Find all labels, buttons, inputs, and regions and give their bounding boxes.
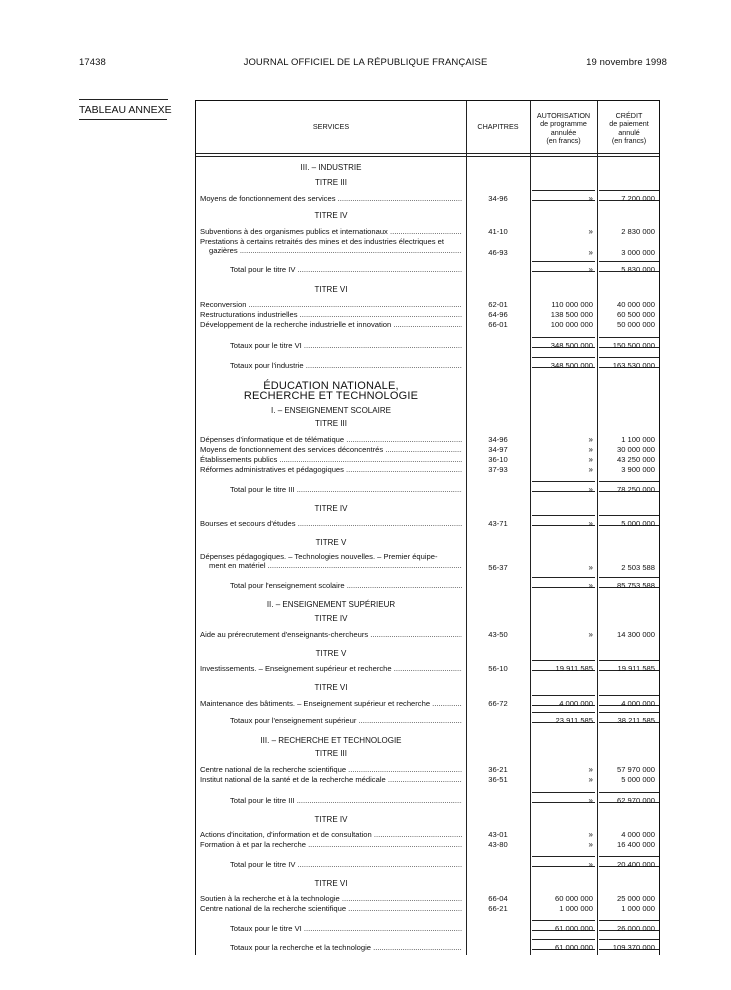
- table-row: Formation à et par la recherche ..... 43-80 » 16 400 000: [196, 840, 661, 850]
- col-header-services: SERVICES: [312, 122, 350, 131]
- total-row: Total pour le titre III ..... » 62 970 000: [196, 796, 661, 806]
- table-row: Aide au prérecrutement d'enseignants-chercheurs ..... 43-50 » 14 300 000: [196, 630, 661, 640]
- table-row: Établissements publics ..... 36-10 » 43 250 000: [196, 455, 661, 465]
- titre-heading: TITRE III: [315, 419, 347, 428]
- total-row: Total pour le titre IV ..... » 5 830 000: [196, 265, 661, 275]
- titre-heading: TITRE VI: [314, 683, 348, 692]
- header-rule: [196, 156, 659, 157]
- titre-heading: TITRE V: [315, 538, 347, 547]
- annex-underline: [79, 119, 167, 120]
- journal-title: JOURNAL OFFICIEL DE LA RÉPUBLIQUE FRANÇAISE: [243, 57, 488, 68]
- header-rule: [196, 153, 659, 154]
- table-row: Développement de la recherche industrielle et innovation ..... 66-01 100 000 000 50 000 000: [196, 320, 661, 330]
- titre-heading: TITRE IV: [314, 815, 348, 824]
- total-row: Totaux pour l'enseignement supérieur ..... 23 911 585 38 211 585: [196, 716, 661, 726]
- annex-label: TABLEAU ANNEXE: [79, 104, 172, 116]
- table-row: Soutien à la recherche et à la technologie ..... 66-04 60 000 000 25 000 000: [196, 894, 661, 904]
- issue-date: 19 novembre 1998: [586, 57, 667, 68]
- table-row: Maintenance des bâtiments. – Enseignement supérieur et recherche ..... 66-72 4 000 000 4 000 000: [196, 699, 661, 709]
- titre-heading: TITRE VI: [314, 285, 348, 294]
- page-number: 17438: [79, 57, 106, 68]
- table-row: Moyens de fonctionnement des services déconcentrés ..... 34-97 » 30 000 000: [196, 445, 661, 455]
- table-row: Moyens de fonctionnement des services ..... 34-96 » 7 200 000: [196, 194, 661, 204]
- total-row: Total pour l'enseignement scolaire ..... » 85 753 588: [196, 581, 661, 591]
- table-row: Centre national de la recherche scientifique ..... 36-21 » 57 970 000: [196, 765, 661, 775]
- table-row: Dépenses pédagogiques. – Technologies nouvelles. – Premier équipe- ment en matériel .....: [200, 552, 462, 570]
- table-row: Bourses et secours d'études ..... 43-71 » 5 000 000: [196, 519, 661, 529]
- table-row: Restructurations industrielles ..... 64-96 138 500 000 60 500 000: [196, 310, 661, 320]
- total-row: Totaux pour l'industrie ..... 348 500 000 163 530 000: [196, 361, 661, 371]
- titre-heading: TITRE III: [315, 749, 347, 758]
- appropriations-table: SERVICES CHAPITRES AUTORISATION de programme annulée (en francs) CRÉDIT de paiement annulé (en francs) III. – INDUSTRIE TITRE III Moyens de fonctionnement des services ..... 34-96 » 7 200 000 TITRE IV Subventions à des organismes publics et internationaux ..... 41-10 » 2 830 000 Prestations à certains retraités des mines et des industries électriques et gazières ..... 46-93 » 3 000 000 Total pour le titre IV ..... » 5 830 000 TITRE VI Reconversion ..... 62-01 110 000 000 40 000 000 Restructurations industrielles ..... 64-96 138 500 000 60 500 000 Développement de la recherche industrielle et innovation ..... 66-01 100 000 000 50 000 000 Totaux pour le titre VI ..... 348 500 000 150 500 000 Totaux pour l'industrie ..... 348 500 000 163 530 000 ÉDUCATION NATIONALE, RECHERCHE ET TECHNOLOGIE I. – ENSEIGNEMENT SCOLAIRE TITRE III Dépenses d'informatique et de télématique ..... 34-96 » 1 100 000 Moyens de fonctionnement des services déconcentrés ..... 34-97 » 30 000 000 Établissements publics ..... 36-10 » 43 250 000 Réformes administratives et pédagogiques ..... 37-93 » 3 900 000 Total pour le titre III ..... » 78 250 000 TITRE IV Bourses et secours d'études ..... 43-71 » 5 000 000 TITRE V Dépenses pédagogiques. – Technologies nouvelles. – Premier équipe- ment en matériel ..... 56-37 » 2 503 588 Total pour l'enseignement scolaire ..... » 85 753 588 II. – ENSEIGNEMENT SUPÉRIEUR TITRE IV Aide au prérecrutement d'enseignants-chercheurs ..... 43-50 » 14 300 000 TITRE V Investissements. – Enseignement supérieur et recherche ..... 56-10 19 911 585 19 911 585 TITRE VI Maintenance des bâtiments. – Enseignement supérieur et recherche ..... 66-72 4 000 000 4 000 000 Totaux pour l'enseignement supérieur ..... 23 911 585 38 211 585 III. – RECHERCHE ET TECHNOLOGIE TITRE III Centre national de la recherche scientifique ..... 36-21 » 57 970 000 Institut national de la santé et de la recherche médicale ..... 36-51 » 5 000 000 Total pour le titre III ..... » 62 970 000 TITRE IV Actions d'incitation, d'information et de consultation ..... 43-01 » 4 000 000 Formation à et par la recherche ..... 43-80 » 16 400 000 Total pour le titre IV ..... » 20 400 000 TITRE VI Soutien à la recherche et à la technologie ..... 66-04 60 000 000 25 000 000 Centre national de la recherche scientifique ..... 66-21 1 000 000 1 000 000 Totaux pour le titre VI ..... 61 000 000 26 000 000 Totaux pour la recherche et la technologie ..... 61 000 000 109 370 000: [195, 100, 660, 955]
- titre-heading: TITRE IV: [314, 211, 348, 220]
- total-row: Totaux pour la recherche et la technologie ..... 61 000 000 109 370 000: [196, 943, 661, 953]
- table-row: Centre national de la recherche scientifique ..... 66-21 1 000 000 1 000 000: [196, 904, 661, 914]
- table-row: Dépenses d'informatique et de télématique ..... 34-96 » 1 100 000: [196, 435, 661, 445]
- annex-top-rule: [79, 99, 168, 100]
- titre-heading: TITRE III: [315, 178, 347, 187]
- titre-heading: TITRE V: [315, 649, 347, 658]
- ministry-heading: ÉDUCATION NATIONALE,: [263, 380, 399, 392]
- col-header-chapitres: CHAPITRES: [477, 122, 519, 131]
- col-header-autorisation: AUTORISATION de programme annulée (en francs): [536, 111, 591, 146]
- table-row: Reconversion ..... 62-01 110 000 000 40 000 000: [196, 300, 661, 310]
- section-heading: II. – ENSEIGNEMENT SUPÉRIEUR: [266, 600, 396, 609]
- table-row: Subventions à des organismes publics et internationaux ..... 41-10 » 2 830 000: [196, 227, 661, 237]
- col-header-credit: CRÉDIT de paiement annulé (en francs): [609, 111, 649, 146]
- titre-heading: TITRE IV: [314, 504, 348, 513]
- table-row: Prestations à certains retraités des mines et des industries électriques et gazières .....: [200, 237, 462, 255]
- table-row: Réformes administratives et pédagogiques ..... 37-93 » 3 900 000: [196, 465, 661, 475]
- total-row: Totaux pour le titre VI ..... 348 500 000 150 500 000: [196, 341, 661, 351]
- section-heading: III. – INDUSTRIE: [300, 163, 362, 172]
- titre-heading: TITRE IV: [314, 614, 348, 623]
- section-heading: III. – RECHERCHE ET TECHNOLOGIE: [260, 736, 402, 745]
- total-row: Total pour le titre III ..... » 78 250 000: [196, 485, 661, 495]
- table-row: Actions d'incitation, d'information et de consultation ..... 43-01 » 4 000 000: [196, 830, 661, 840]
- table-row: Institut national de la santé et de la recherche médicale ..... 36-51 » 5 000 000: [196, 775, 661, 785]
- table-row: Investissements. – Enseignement supérieur et recherche ..... 56-10 19 911 585 19 911 585: [196, 664, 661, 674]
- titre-heading: TITRE VI: [314, 879, 348, 888]
- total-row: Total pour le titre IV ..... » 20 400 000: [196, 860, 661, 870]
- section-heading: I. – ENSEIGNEMENT SCOLAIRE: [271, 406, 391, 415]
- ministry-heading: RECHERCHE ET TECHNOLOGIE: [243, 390, 419, 402]
- total-row: Totaux pour le titre VI ..... 61 000 000 26 000 000: [196, 924, 661, 934]
